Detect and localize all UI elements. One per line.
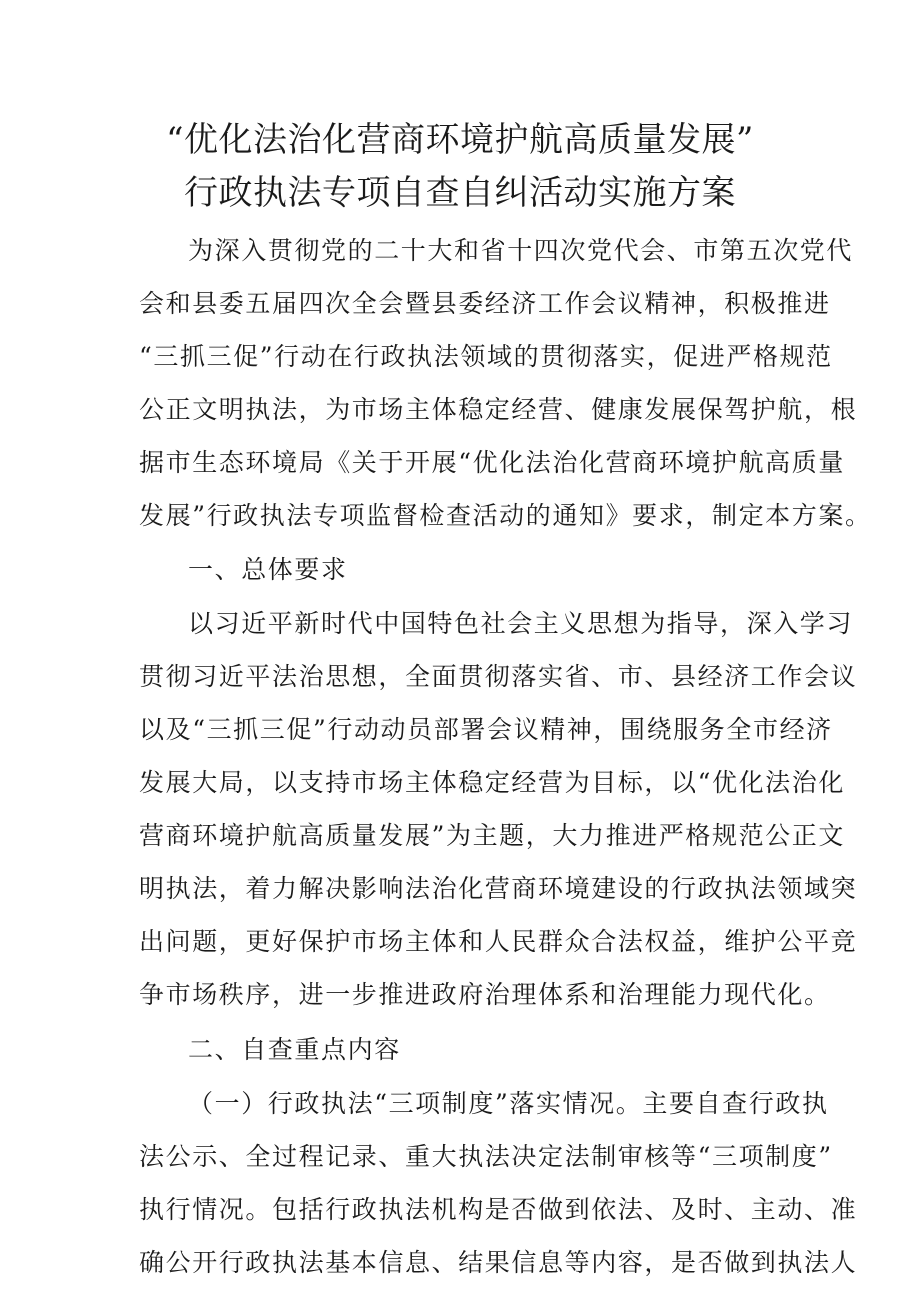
paragraph-2-line-2: 贯彻习近平法治思想，全面贯彻落实省、市、县经济工作会议 bbox=[139, 662, 858, 691]
paragraph-3-line-4: 确公开行政执法基本信息、结果信息等内容，是否做到执法人 bbox=[139, 1248, 858, 1277]
paragraph-2-line-8: 争市场秩序，进一步推进政府治理体系和治理能力现代化。 bbox=[139, 980, 831, 1009]
paragraph-2-line-7: 出问题，更好保护市场主体和人民群众合法权益，维护公平竞 bbox=[139, 927, 858, 956]
paragraph-2-line-3: 以及“三抓三促”行动动员部署会议精神，围绕服务全市经济 bbox=[139, 715, 833, 744]
document-title-line-1: “优化法治化营商环境护航高质量发展” bbox=[166, 120, 754, 160]
paragraph-2-line-5: 营商环境护航高质量发展”为主题，大力推进严格规范公正文 bbox=[139, 821, 845, 850]
section-heading-1: 一、总体要求 bbox=[188, 555, 348, 584]
paragraph-1-line-1: 为深入贯彻党的二十大和省十四次党代会、市第五次党代 bbox=[188, 236, 854, 265]
paragraph-2-line-1: 以习近平新时代中国特色社会主义思想为指导，深入学习 bbox=[188, 609, 854, 638]
paragraph-1-line-6: 发展”行政执法专项监督检查活动的通知》要求，制定本方案。 bbox=[139, 501, 872, 530]
section-heading-2: 二、自查重点内容 bbox=[188, 1035, 401, 1064]
paragraph-1-line-2: 会和县委五届四次全会暨县委经济工作会议精神，积极推进 bbox=[139, 289, 831, 318]
document-title-line-2: 行政执法专项自查自纠活动实施方案 bbox=[184, 173, 736, 213]
paragraph-3-line-1: （一）行政执法“三项制度”落实情况。主要自查行政执 bbox=[188, 1089, 829, 1118]
paragraph-3-line-3: 执行情况。包括行政执法机构是否做到依法、及时、主动、准 bbox=[139, 1195, 858, 1224]
paragraph-3-line-2: 法公示、全过程记录、重大执法决定法制审核等“三项制度” bbox=[139, 1142, 833, 1171]
paragraph-1-line-5: 据市生态环境局《关于开展“优化法治化营商环境护航高质量 bbox=[139, 448, 845, 477]
paragraph-2-line-4: 发展大局，以支持市场主体稳定经营为目标，以“优化法治化 bbox=[139, 768, 845, 797]
paragraph-1-line-3: “三抓三促”行动在行政执法领域的贯彻落实，促进严格规范 bbox=[139, 342, 833, 371]
paragraph-1-line-4: 公正文明执法，为市场主体稳定经营、健康发展保驾护航，根 bbox=[139, 395, 858, 424]
paragraph-2-line-6: 明执法，着力解决影响法治化营商环境建设的行政执法领域突 bbox=[139, 874, 858, 903]
